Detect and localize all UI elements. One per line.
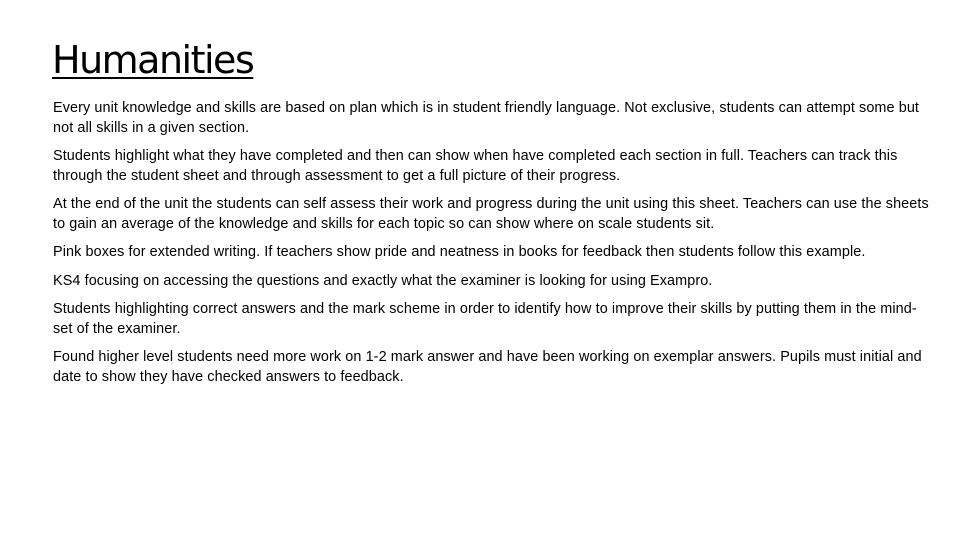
slide-body bbox=[53, 99, 933, 396]
paragraph-mark-scheme: Students highlighting correct answers and the mark scheme in order to identify how to improve their skills by putting them in the mind-set of the examiner. bbox=[53, 301, 917, 337]
paragraph-extended-writing: Pink boxes for extended writing. If teachers show pride and neatness in books for feedback then students follow this example. bbox=[53, 244, 866, 260]
paragraph-unit-plan: Every unit knowledge and skills are based on plan which is in student friendly language. Not exclusive, students can attempt some but not all skills in a given section. bbox=[53, 100, 920, 136]
paragraph-highlight-progress: Students highlight what they have completed and then can show when have completed each section in full. Teachers can track this through the student sheet and through assessment to get a full picture of their progress. bbox=[53, 148, 898, 184]
slide-title: Humanities bbox=[52, 38, 254, 82]
paragraph-exemplar-answers: Found higher level students need more work on 1-2 mark answer and have been working on exemplar answers. Pupils must initial and date to show they have checked answers to feedback. bbox=[53, 349, 922, 385]
paragraph-ks4-exampro: KS4 focusing on accessing the questions and exactly what the examiner is looking for using Exampro. bbox=[53, 272, 713, 289]
paragraph-self-assessment: At the end of the unit the students can self assess their work and progress during the unit using this sheet. Teachers can use the sheets to gain an average of the knowledge and skills for each topic so can show where on scale students sit. bbox=[53, 196, 929, 232]
